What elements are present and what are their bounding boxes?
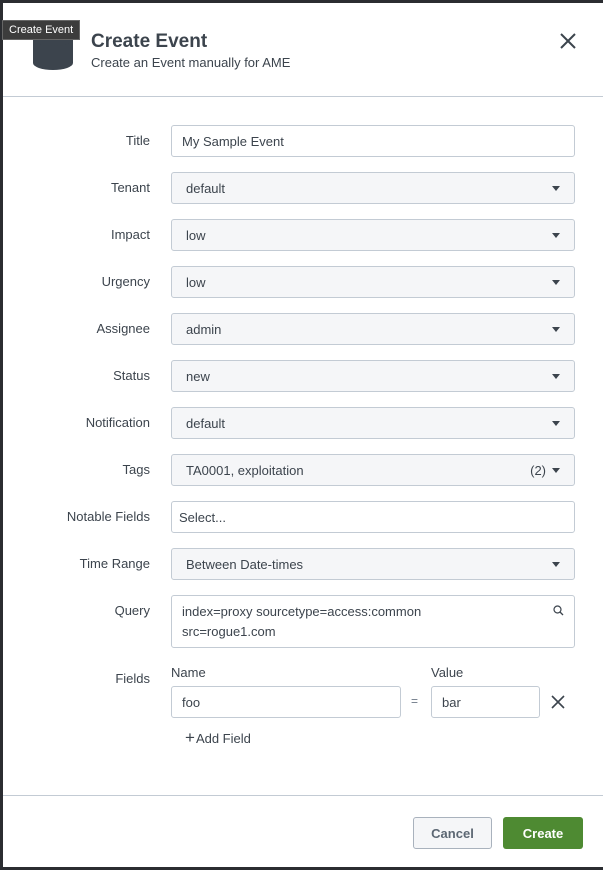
caret-down-icon [552, 468, 560, 473]
caret-down-icon [552, 280, 560, 285]
add-field-button[interactable] [185, 728, 251, 748]
query-label: Query [114, 603, 150, 618]
create-event-modal [3, 3, 603, 867]
caret-down-icon [552, 562, 560, 567]
urgency-label: Urgency [101, 274, 150, 289]
time-range-label: Time Range [79, 556, 150, 571]
tags-multiselect[interactable] [171, 454, 575, 486]
caret-down-icon [552, 327, 560, 332]
notable-fields-placeholder: Select... [179, 509, 226, 525]
notification-value: default [186, 415, 226, 431]
status-select[interactable] [171, 360, 575, 392]
caret-down-icon [552, 374, 560, 379]
query-line: src=rogue1.com [182, 624, 276, 639]
urgency-select[interactable] [171, 266, 575, 298]
tenant-select[interactable] [171, 172, 575, 204]
assignee-value: admin [186, 321, 222, 337]
caret-down-icon [552, 186, 560, 191]
status-value: new [186, 368, 210, 384]
search-icon[interactable] [553, 605, 564, 616]
tags-label: Tags [122, 462, 150, 477]
name-header: Name [171, 665, 206, 680]
value-header: Value [431, 665, 464, 680]
assignee-label: Assignee [96, 321, 150, 336]
tenant-label: Tenant [110, 180, 150, 195]
cancel-button[interactable]: Cancel [413, 817, 492, 849]
tags-count: (2) [530, 463, 546, 478]
time-range-select[interactable] [171, 548, 575, 580]
notable-fields-label: Notable Fields [66, 509, 150, 524]
field-name-input[interactable]: foo [171, 686, 401, 718]
create-button[interactable]: Create [503, 817, 583, 849]
close-icon[interactable] [557, 30, 579, 52]
tags-value: TA0001, exploitation [186, 462, 304, 478]
impact-value: low [186, 227, 206, 243]
fields-label: Fields [115, 671, 150, 686]
caret-down-icon [552, 421, 560, 426]
modal-title: Create Event [91, 31, 208, 52]
caret-down-icon [552, 233, 560, 238]
add-field-label: Add Field [195, 730, 251, 746]
divider [3, 795, 603, 796]
query-textarea[interactable] [171, 595, 575, 648]
title-input[interactable]: My Sample Event [171, 125, 575, 157]
tooltip: Create Event [2, 20, 80, 40]
field-value-input[interactable]: bar [431, 686, 540, 718]
query-line: index=proxy sourcetype=access:common [182, 604, 422, 619]
urgency-value: low [186, 274, 206, 290]
impact-label: Impact [110, 227, 150, 242]
remove-field-icon[interactable] [551, 695, 565, 709]
time-range-value: Between Date-times [186, 556, 304, 572]
plus-icon: + [185, 728, 195, 747]
modal-subtitle: Create an Event manually for AME [91, 55, 291, 70]
equals-sign: = [411, 694, 419, 708]
assignee-select[interactable] [171, 313, 575, 345]
divider [3, 96, 603, 97]
impact-select[interactable] [171, 219, 575, 251]
status-label: Status [113, 368, 150, 383]
notification-select[interactable] [171, 407, 575, 439]
tenant-value: default [186, 180, 226, 196]
notification-label: Notification [85, 415, 150, 430]
notable-fields-input[interactable] [171, 501, 575, 533]
title-label: Title [125, 133, 150, 148]
